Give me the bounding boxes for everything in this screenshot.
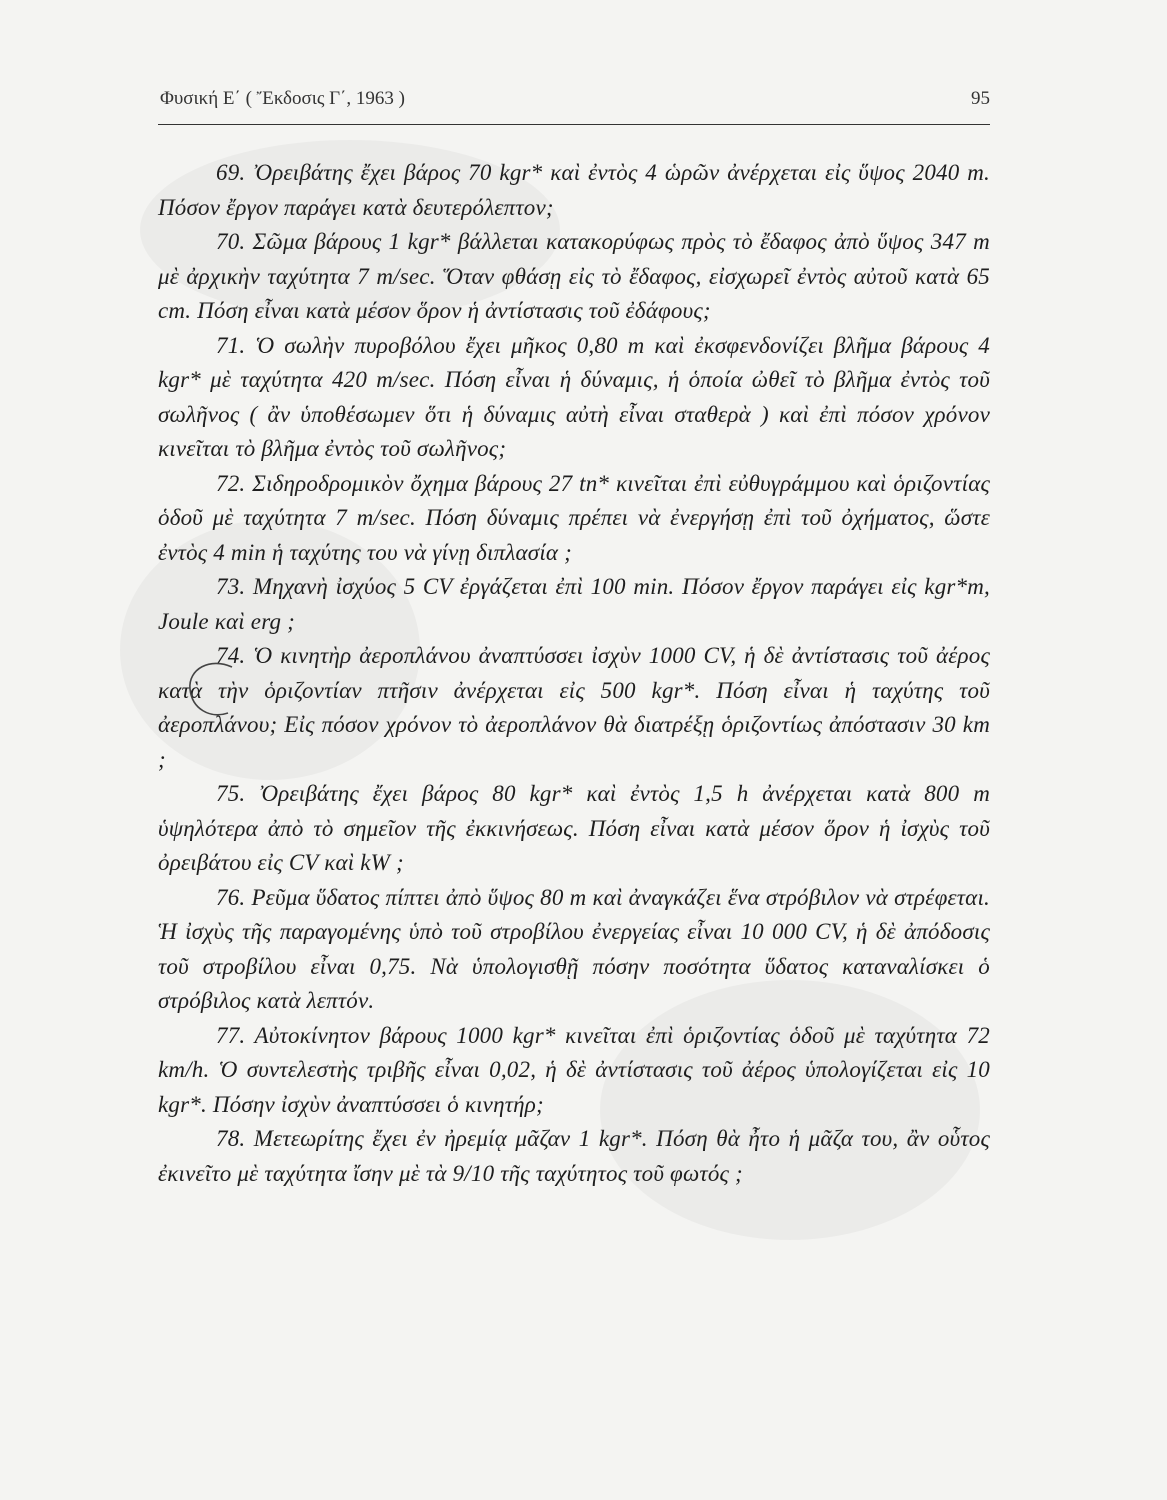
problem-text: Ρεῦμα ὕδατος πίπτει ἀπὸ ὕψος 80 m καὶ ἀναγκάζει ἕνα στρόβιλον νὰ στρέφεται. Ἡ ἰσχὺς τῆς παραγομένης ὑπὸ τοῦ στροβίλου ἐνεργείας εἶναι 10 000 CV, ἡ δὲ ἀπόδοσις τοῦ στροβίλου εἶναι 0,75. Νὰ ὑπολογισθῇ πόσην ποσότητα ὕδατος καταναλίσκει ὁ στρόβιλος κατὰ λεπτόν. [158,884,990,1013]
problem-number: 74. [216,643,246,668]
problem-text: Ὁ σωλὴν πυροβόλου ἔχει μῆκος 0,80 m καὶ ἐκσφενδονίζει βλῆμα βάρους 4 kgr* μὲ ταχύτητα 420 m/sec. Πόση εἶναι ἡ δύναμις, ἡ ὁποία ὠθεῖ τὸ βλῆμα ἐντὸς τοῦ σωλῆνος ( ἂν ὑποθέσωμεν ὅτι ἡ δύναμις αὐτὴ εἶναι σταθερὰ ) καὶ ἐπὶ πόσον χρόνον κινεῖται τὸ βλῆμα ἐντὸς τοῦ σωλῆνος; [158,332,991,461]
problem-text: Ὀρειβάτης ἔχει βάρος 80 kgr* καὶ ἐντὸς 1,5 h ἀνέρχεται κατὰ 800 m ὑψηλότερα ἀπὸ τὸ σημεῖον τῆς ἐκκινήσεως. Πόση εἶναι κατὰ μέσον ὅρον ἡ ἰσχὺς τοῦ ὀρειβάτου εἰς CV καὶ kW ; [158,781,990,875]
problem-72 [158,467,990,571]
pencil-circle-mark [180,655,240,725]
problem-number: 71. [216,332,246,358]
problem-text: Αὐτοκίνητον βάρους 1000 kgr* κινεῖται ἐπὶ ὁριζοντίας ὁδοῦ μὲ ταχύτητα 72 km/h. Ὁ συντελεστὴς τριβῆς εἶναι 0,02, ἡ δὲ ἀντίστασις τοῦ ἀέρος ὑπολογίζεται εἰς 10 kgr*. Πόσην ἰσχὺν ἀναπτύσσει ὁ κινητήρ; [158,1022,990,1117]
problem-78 [158,1122,990,1191]
problem-76 [158,881,990,1019]
problem-text: Σῶμα βάρους 1 kgr* βάλλεται κατακορύφως πρὸς τὸ ἔδαφος ἀπὸ ὕψος 347 m μὲ ἀρχικὴν ταχύτητα 7 m/sec. Ὅταν φθάσῃ εἰς τὸ ἔδαφος, εἰσχωρεῖ ἐντὸς αὐτοῦ κατὰ 65 cm. Πόση εἶναι κατὰ μέσον ὅρον ἡ ἀντίστασις τοῦ ἐδάφους; [158,229,990,323]
problem-70 [158,225,990,329]
problem-71 [158,329,990,467]
problem-number: 78. [216,1126,246,1151]
problem-list [158,156,990,1191]
problem-77 [158,1019,990,1123]
problem-number: 72. [216,470,246,496]
running-title: Φυσική Ε΄ ( Ἔκδοσις Γ΄, 1963 ) [160,88,405,109]
problem-text: Ὁ κινητὴρ ἀεροπλάνου ἀναπτύσσει ἰσχὺν 1000 CV, ἡ δὲ ἀντίστασις τοῦ ἀέρος κατὰ τὴν ὁριζοντίαν πτῆσιν ἀνέρχεται εἰς 500 kgr*. Πόση εἶναι ἡ ταχύτης τοῦ ἀεροπλάνου; Εἰς πόσον χρόνον τὸ ἀεροπλάνον θὰ διατρέξῃ ὁριζοντίως ἀπόστασιν 30 km ; [158,643,990,772]
problem-text: Σιδηροδρομικὸν ὄχημα βάρους 27 tn* κινεῖται ἐπὶ εὐθυγράμμου καὶ ὁριζοντίας ὁδοῦ μὲ ταχύτητα 7 m/sec. Πόση δύναμις πρέπει νὰ ἐνεργήσῃ ἐπὶ τοῦ ὀχήματος, ὥστε ἐντὸς 4 min ἡ ταχύτης του νὰ γίνῃ διπλασία ; [158,470,990,565]
page-number: 95 [971,88,990,109]
problem-74 [158,639,990,777]
problem-69 [158,156,990,225]
problem-75 [158,777,990,881]
problem-number: 76. [216,884,246,910]
running-header [160,88,990,118]
problem-text: Μηχανὴ ἰσχύος 5 CV ἐργάζεται ἐπὶ 100 min. Πόσον ἔργον παράγει εἰς kgr*m, Joule καὶ erg ; [158,574,991,634]
problem-number: 75. [216,781,246,806]
header-rule [158,124,990,125]
problem-number: 70. [216,229,246,254]
problem-text: Μετεωρίτης ἔχει ἐν ἠρεμίᾳ μᾶζαν 1 kgr*. Πόση θὰ ἦτο ἡ μᾶζα του, ἂν οὗτος ἐκινεῖτο μὲ ταχύτητα ἴσην μὲ τὰ 9/10 τῆς ταχύτητος τοῦ φωτός ; [158,1126,990,1186]
problem-number: 73. [216,574,246,599]
problem-text: Ὀρειβάτης ἔχει βάρος 70 kgr* καὶ ἐντὸς 4 ὡρῶν ἀνέρχεται εἰς ὕψος 2040 m. Πόσον ἔργον παράγει κατὰ δευτερόλεπτον; [158,160,991,220]
problem-number: 69. [216,160,246,185]
problem-73 [158,570,990,639]
problem-number: 77. [216,1022,246,1048]
